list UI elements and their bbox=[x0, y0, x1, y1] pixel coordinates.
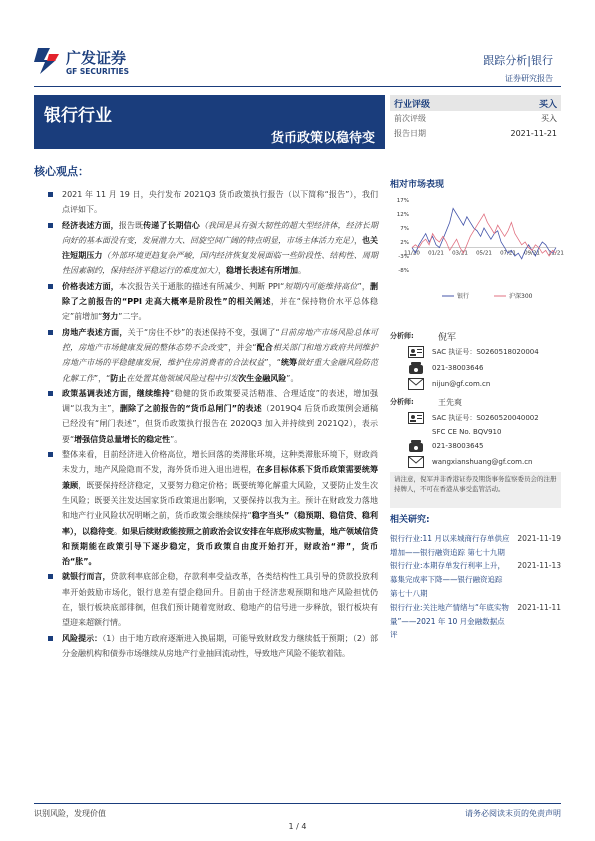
legend-label: 银行 bbox=[457, 293, 470, 300]
point-economy: 经济表述方面，报告既传递了长期信心（我国是具有强大韧性的超大型经济体，经济长期向好的基本面没有变，发展潜力大、回旋空间广阔的特点明显，市场主体活力充足），也关注短期压力（外部环境更趋复杂严峻，国内经济恢复发展面临一些阶段性、结构性、周期性因素制约，保持经济平稳运行的难度加大），稳增长表述有所增加。 bbox=[62, 218, 378, 279]
point-property: 房地产表述方面，关于“房住不炒”的表述保持不变，强调了“目前房地产市场风险总体可控，房地产市场健康发展的整体态势不会改变”，并会“配合相关部门和地方政府共同维护房地产市场的平稳健康发展，维护住房消费者的合法权益”，“统筹做好重大金融风险防范化解工作”，“防止在处置其他领域风险过程中引发次生金融风险”。 bbox=[62, 325, 378, 386]
id-card-icon bbox=[408, 346, 424, 358]
logo-cn: 广发证券 bbox=[66, 49, 127, 67]
x-tick-label: 01/21 bbox=[428, 250, 444, 257]
analyst1-sac: SAC 执证号：S0260518020004 bbox=[432, 348, 539, 356]
related-item-title[interactable]: 银行行业:本期存单发行利率上升，募集完成率下降——银行融资追踪 第七十八期 bbox=[390, 561, 506, 598]
relative-performance-chart bbox=[390, 192, 564, 312]
related-item-title[interactable]: 银行行业:11 月以来城商行存单供应增加——银行融资追踪 第七十九期 bbox=[390, 533, 510, 557]
report-subtype: 证券研究报告 bbox=[505, 74, 553, 83]
id-card-icon bbox=[408, 412, 424, 424]
point-policy: 政策基调表述方面，继续维持“稳健的货币政策要灵活精准、合理适度”的表述，增加强调“以我为主”，删除了之前报告的“货币总闸门”的表述（2019Q4 后货币政策例会通稿已经没有“闸门表述”，但货币政策执行报告在 2020Q3 加入并持续到 2021Q2），表示要“增强信贷总量增长的稳定性”。 bbox=[62, 386, 378, 447]
related-item-title[interactable]: 银行行业:关注地产情绪与“年底实物量”——2021 年 10 月金融数据点评 bbox=[390, 602, 509, 640]
header-divider bbox=[34, 86, 561, 87]
key-points-body bbox=[48, 187, 378, 661]
y-tick-label: 12% bbox=[396, 212, 409, 218]
x-tick-label: 09/21 bbox=[524, 250, 540, 257]
prev-rating-label: 前次评级 bbox=[394, 114, 426, 123]
footer-divider bbox=[34, 803, 561, 804]
rating-value: 买入 bbox=[538, 99, 557, 110]
legend-label: 沪深300 bbox=[509, 293, 533, 300]
report-date-value: 2021-11-21 bbox=[510, 129, 557, 138]
logo-en: GF SECURITIES bbox=[66, 67, 130, 76]
point-risk: 风险提示：（1）由于地方政府逐渐进入换届期，可能导致财政发力继续低于预期；（2）部分金融机构和债券市场继续从房地产行业抽回流动性，导致地产风险不能软着陆。 bbox=[62, 631, 378, 662]
footer-slogan: 识别风险，发现价值 bbox=[34, 809, 106, 818]
y-tick-label: -8% bbox=[398, 268, 409, 274]
related-heading: 相关研究: bbox=[390, 515, 430, 525]
point-price: 价格表述方面，本次报告关于通胀的描述有所减少、判断 PPI“短期内可能维持高位”，删除了之前报告的“PPI 走高大概率是阶段性”的相关阐述，并在“保持物价水平总体稳定”前增加“努力”二字。 bbox=[62, 279, 378, 325]
y-tick-label: -3% bbox=[398, 254, 409, 260]
chart-section-title: 相对市场表现 bbox=[390, 180, 445, 190]
y-tick-label: 2% bbox=[400, 240, 409, 246]
analyst2-label: 分析师: bbox=[390, 398, 414, 406]
prev-rating-value: 买入 bbox=[541, 114, 557, 123]
related-research bbox=[390, 514, 561, 642]
phone-icon bbox=[408, 440, 424, 452]
title-banner bbox=[34, 95, 385, 149]
report-type-block bbox=[483, 52, 553, 84]
gf-securities-logo bbox=[34, 44, 164, 78]
analyst2-name: 王先爽 bbox=[438, 397, 462, 407]
x-tick-label: 07/21 bbox=[500, 250, 516, 257]
related-item-date: 2021-11-11 bbox=[517, 602, 561, 612]
point-intro: 2021 年 11 月 19 日，央行发布 2021Q3 货币政策执行报告（以下简称“报告”），我们点评如下。 bbox=[62, 187, 378, 218]
page-number: 1 / 4 bbox=[288, 822, 307, 831]
key-points-heading: 核心观点： bbox=[34, 165, 89, 178]
related-item[interactable] bbox=[390, 601, 561, 642]
rating-label: 行业评级 bbox=[394, 99, 431, 110]
analyst1-label: 分析师: bbox=[390, 332, 414, 340]
point-bank: 就银行而言，贷款利率底部企稳，存款利率受益改革，各类结构性工具引导的贷款投放利率开始鼓励市场化，银行息差有望企稳回升。目前由于经济悲观预期和地产风险担忧仍在，银行板块底部徘徊，但我们预计随着宽财政、稳地产的信号进一步释放，银行板块有望迎来超额行情。 bbox=[62, 569, 378, 630]
email-icon bbox=[408, 456, 424, 468]
report-date-label: 报告日期 bbox=[394, 129, 426, 138]
analyst2-phone: 021-38003645 bbox=[432, 442, 484, 450]
related-item[interactable] bbox=[390, 559, 561, 600]
analyst2-sfc: SFC CE No. BQV910 bbox=[432, 428, 502, 436]
analyst2-email[interactable]: wangxianshuang@gf.com.cn bbox=[432, 458, 533, 466]
analyst2-sac: SAC 执证号：S0260520040002 bbox=[432, 414, 539, 422]
x-tick-label: 03/21 bbox=[452, 250, 468, 257]
footer-disclaimer-link[interactable]: 请务必阅读末页的免责声明 bbox=[465, 809, 561, 818]
analyst-license-note: 请注意，倪军并非香港证券及期货事务监察委员会的注册持牌人，不可在香港从事受监管活动。 bbox=[390, 472, 561, 508]
x-tick-label: 05/21 bbox=[476, 250, 492, 257]
analyst1-phone: 021-38003646 bbox=[432, 364, 484, 372]
related-item-date: 2021-11-13 bbox=[517, 561, 561, 571]
phone-icon bbox=[408, 362, 424, 374]
related-item-date: 2021-11-19 bbox=[517, 533, 561, 543]
rating-box bbox=[390, 95, 561, 141]
analyst1-name: 倪军 bbox=[438, 332, 457, 343]
y-tick-label: 17% bbox=[396, 198, 409, 204]
related-item[interactable] bbox=[390, 532, 561, 560]
industry-name: 银行行业 bbox=[44, 106, 112, 126]
report-type: 跟踪分析|银行 bbox=[483, 54, 553, 67]
email-icon bbox=[408, 378, 424, 390]
point-overall: 整体来看，目前经济进入价格高位，增长回落的类滞胀环境，这种类滞胀环境下，财政尚未发力，地产风险隐而不发，海外货币进入退出进程，在多目标体系下货币政策需要统筹兼顾，既要保持经济稳定，又要努力稳定价格；既要统筹化解重大风险，又要防止发生次生风险；既要关注发达国家货币政策退出影响，又要保持以我为主。预计在财政发力落地和地产行业风险状况明晰之前，货币政策会继续保持“稳字当头”（稳预期、稳信贷、稳利率），以稳待变。如果后续财政能按照之前政治会议安排在年底形成实物量，地产领域信贷和预期能在政策引导下逐步稳定，货币政策自由度开始打开，财政治“滞”，货币治“胀”。 bbox=[62, 447, 378, 569]
analyst1-email[interactable]: nijun@gf.com.cn bbox=[432, 380, 491, 388]
analysts-block bbox=[390, 328, 561, 470]
x-tick-label: 11/20 bbox=[404, 250, 420, 257]
x-tick-label: 11/21 bbox=[548, 250, 564, 257]
report-title: 货币政策以稳待变 bbox=[270, 131, 375, 146]
y-tick-label: 7% bbox=[400, 226, 409, 232]
